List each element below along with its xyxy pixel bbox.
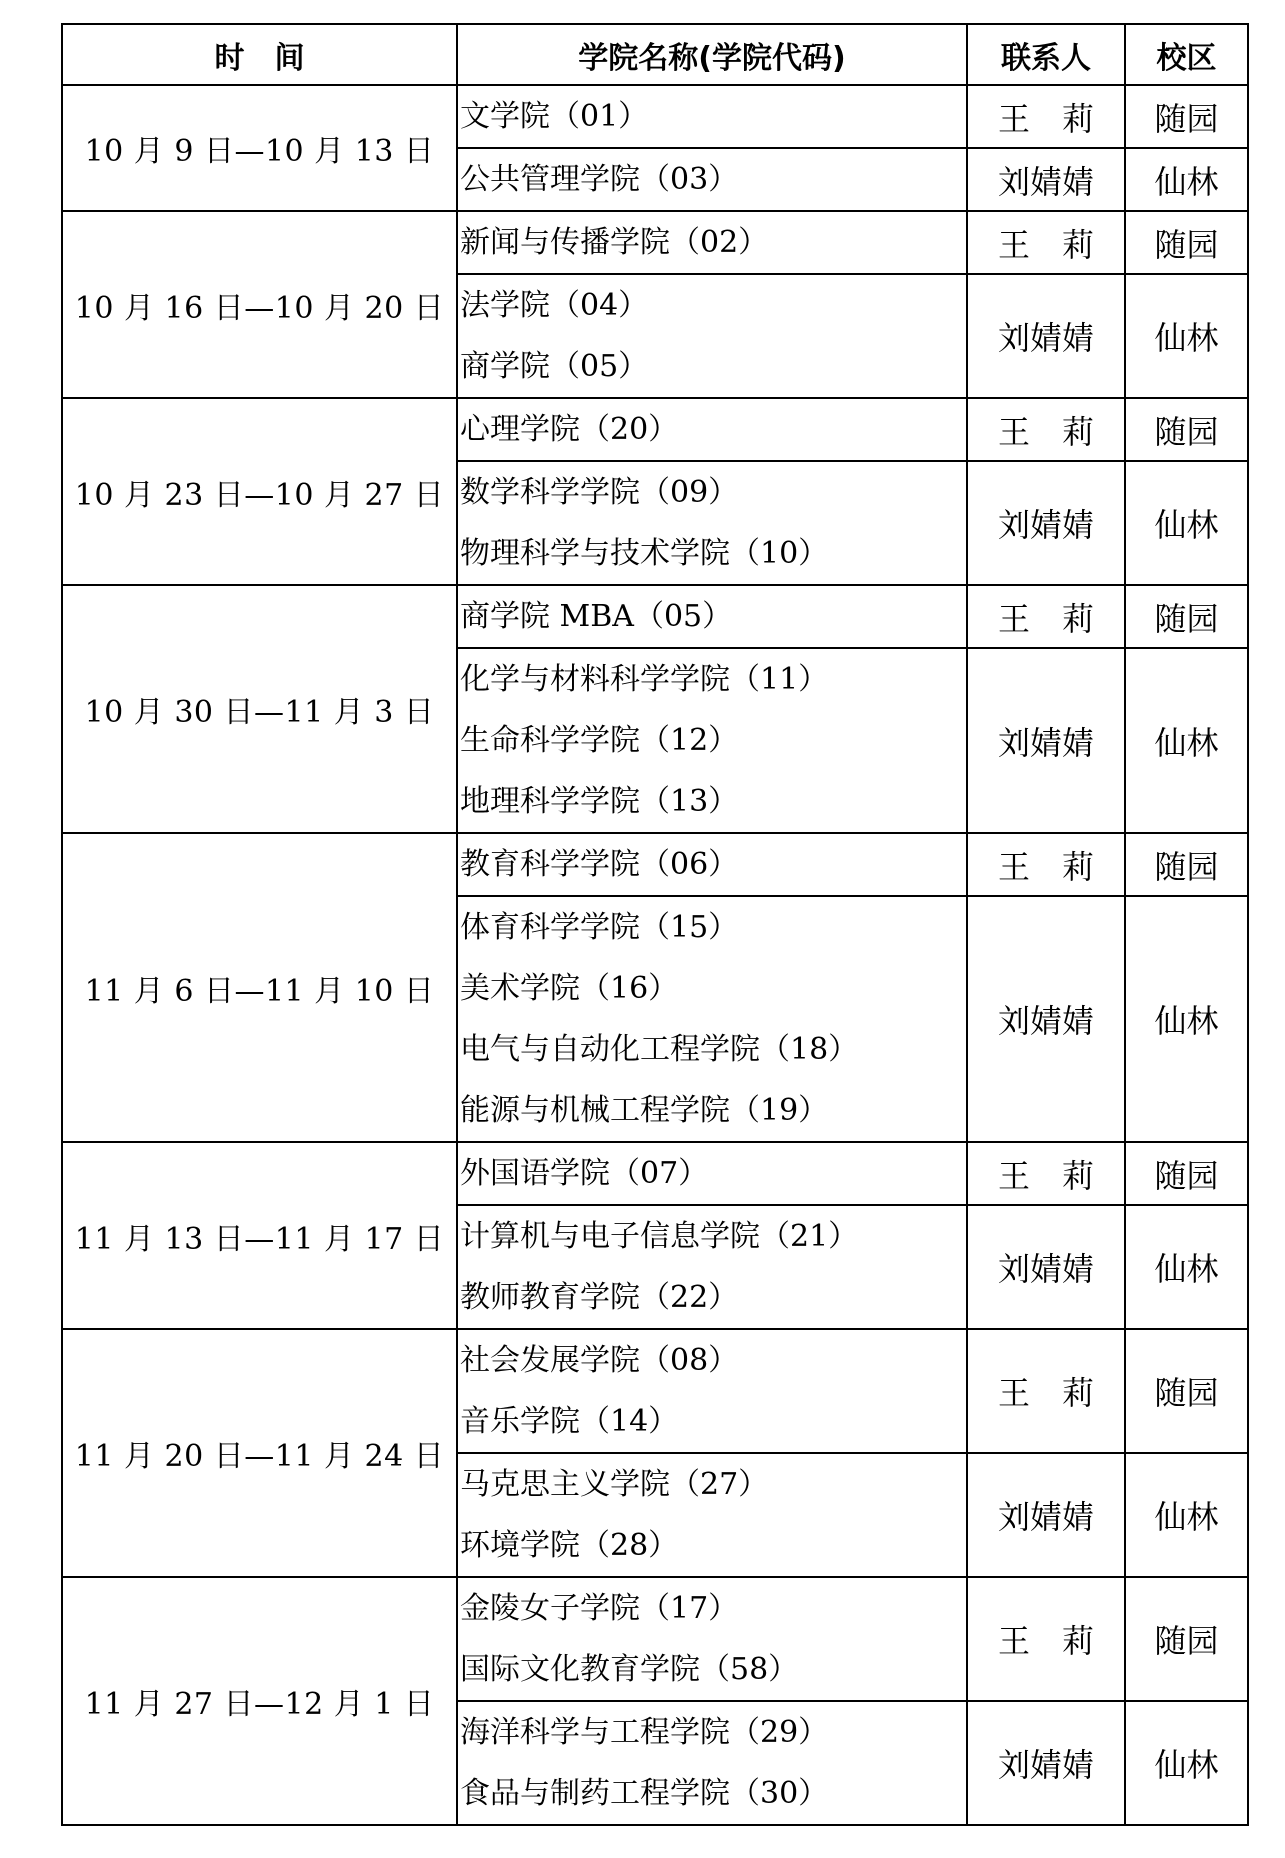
contact-cell: 王 莉	[967, 1577, 1125, 1701]
table-row	[62, 398, 1248, 461]
college-name: 海洋科学与工程学院（29）	[460, 1715, 829, 1750]
contact-cell: 王 莉	[967, 1329, 1125, 1453]
table-row	[62, 833, 1248, 896]
college-name: 电气与自动化工程学院（18）	[460, 1032, 859, 1067]
college-name: 金陵女子学院（17）	[460, 1591, 739, 1626]
header-contact: 联系人	[967, 24, 1125, 85]
header-college: 学院名称(学院代码)	[457, 24, 967, 85]
campus-cell: 仙林	[1125, 1453, 1248, 1577]
college-cell	[457, 85, 967, 148]
contact-cell: 刘婧婧	[967, 1205, 1125, 1329]
college-name: 食品与制药工程学院（30）	[460, 1776, 829, 1811]
campus-cell: 随园	[1125, 211, 1248, 274]
college-cell	[457, 585, 967, 648]
period-cell: 10 月 9 日—10 月 13 日	[62, 85, 457, 211]
college-cell	[457, 148, 967, 211]
contact-cell: 王 莉	[967, 85, 1125, 148]
campus-cell: 随园	[1125, 398, 1248, 461]
college-cell	[457, 1453, 967, 1577]
period-cell: 10 月 30 日—11 月 3 日	[62, 585, 457, 833]
campus-cell: 随园	[1125, 1577, 1248, 1701]
college-name: 环境学院（28）	[460, 1528, 679, 1563]
schedule-body	[62, 85, 1248, 1825]
college-cell	[457, 211, 967, 274]
campus-cell: 随园	[1125, 833, 1248, 896]
college-name: 能源与机械工程学院（19）	[460, 1093, 829, 1128]
college-name: 体育科学学院（15）	[460, 910, 739, 945]
college-cell	[457, 1701, 967, 1825]
schedule-table	[61, 23, 1249, 1826]
college-name: 文学院（01）	[460, 99, 649, 134]
contact-cell: 王 莉	[967, 833, 1125, 896]
college-cell	[457, 1577, 967, 1701]
college-cell	[457, 648, 967, 833]
campus-cell: 随园	[1125, 85, 1248, 148]
college-cell	[457, 274, 967, 398]
college-cell	[457, 398, 967, 461]
period-cell: 10 月 23 日—10 月 27 日	[62, 398, 457, 585]
table-row	[62, 585, 1248, 648]
college-cell	[457, 1205, 967, 1329]
table-row	[62, 211, 1248, 274]
college-name: 数学科学学院（09）	[460, 475, 739, 510]
college-name: 生命科学学院（12）	[460, 723, 739, 758]
college-name: 教师教育学院（22）	[460, 1280, 739, 1315]
table-row	[62, 1577, 1248, 1701]
contact-cell: 王 莉	[967, 211, 1125, 274]
college-name: 美术学院（16）	[460, 971, 679, 1006]
campus-cell: 仙林	[1125, 1701, 1248, 1825]
period-cell: 11 月 20 日—11 月 24 日	[62, 1329, 457, 1577]
contact-cell: 刘婧婧	[967, 461, 1125, 585]
college-name: 法学院（04）	[460, 288, 649, 323]
college-name: 商学院 MBA（05）	[460, 599, 733, 634]
college-cell	[457, 896, 967, 1142]
contact-cell: 王 莉	[967, 1142, 1125, 1205]
campus-cell: 仙林	[1125, 648, 1248, 833]
period-cell: 11 月 6 日—11 月 10 日	[62, 833, 457, 1142]
college-cell	[457, 461, 967, 585]
campus-cell: 仙林	[1125, 461, 1248, 585]
campus-cell: 仙林	[1125, 274, 1248, 398]
table-row	[62, 85, 1248, 148]
table-row	[62, 1142, 1248, 1205]
contact-cell: 刘婧婧	[967, 274, 1125, 398]
college-cell	[457, 1329, 967, 1453]
college-name: 商学院（05）	[460, 349, 649, 384]
college-cell	[457, 1142, 967, 1205]
campus-cell: 仙林	[1125, 896, 1248, 1142]
period-cell: 11 月 27 日—12 月 1 日	[62, 1577, 457, 1825]
contact-cell: 王 莉	[967, 585, 1125, 648]
college-name: 外国语学院（07）	[460, 1156, 709, 1191]
period-cell: 11 月 13 日—11 月 17 日	[62, 1142, 457, 1329]
header-row	[62, 24, 1248, 85]
contact-cell: 刘婧婧	[967, 148, 1125, 211]
college-name: 物理科学与技术学院（10）	[460, 536, 829, 571]
college-name: 社会发展学院（08）	[460, 1343, 739, 1378]
college-name: 化学与材料科学学院（11）	[460, 662, 829, 697]
college-name: 国际文化教育学院（58）	[460, 1652, 799, 1687]
college-name: 公共管理学院（03）	[460, 162, 739, 197]
contact-cell: 刘婧婧	[967, 1701, 1125, 1825]
period-cell: 10 月 16 日—10 月 20 日	[62, 211, 457, 398]
college-name: 马克思主义学院（27）	[460, 1467, 769, 1502]
campus-cell: 随园	[1125, 1142, 1248, 1205]
contact-cell: 王 莉	[967, 398, 1125, 461]
college-cell	[457, 833, 967, 896]
campus-cell: 随园	[1125, 585, 1248, 648]
college-name: 心理学院（20）	[460, 412, 679, 447]
campus-cell: 仙林	[1125, 1205, 1248, 1329]
header-campus: 校区	[1125, 24, 1248, 85]
college-name: 新闻与传播学院（02）	[460, 225, 769, 260]
college-name: 计算机与电子信息学院（21）	[460, 1219, 859, 1254]
campus-cell: 随园	[1125, 1329, 1248, 1453]
contact-cell: 刘婧婧	[967, 896, 1125, 1142]
contact-cell: 刘婧婧	[967, 1453, 1125, 1577]
header-time: 时 间	[62, 24, 457, 85]
contact-cell: 刘婧婧	[967, 648, 1125, 833]
campus-cell: 仙林	[1125, 148, 1248, 211]
college-name: 教育科学学院（06）	[460, 847, 739, 882]
table-row	[62, 1329, 1248, 1453]
college-name: 音乐学院（14）	[460, 1404, 679, 1439]
college-name: 地理科学学院（13）	[460, 784, 739, 819]
